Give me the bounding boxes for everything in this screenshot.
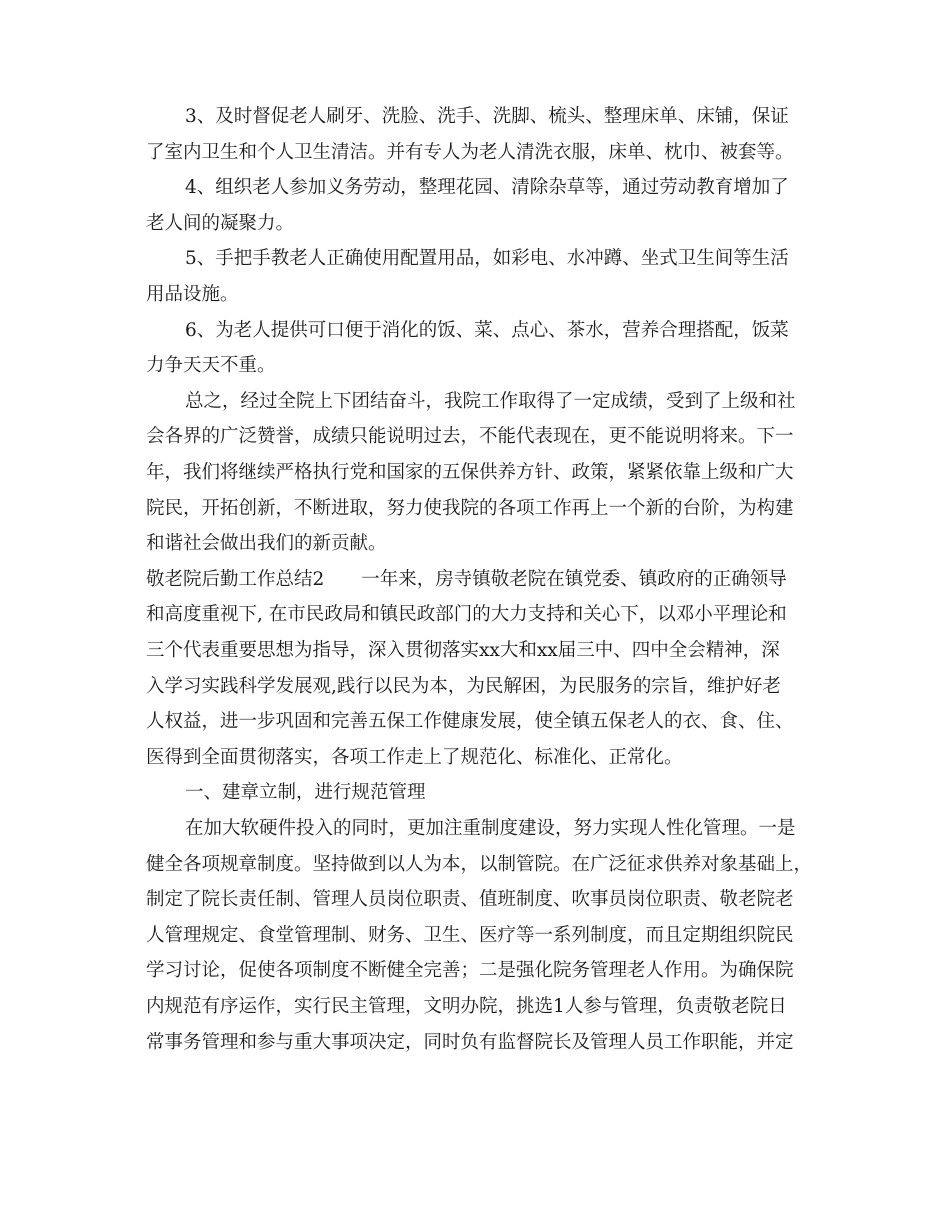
text-line: 3、及时督促老人刷牙、洗脸、洗手、洗脚、梳头、整理床单、床铺，保证	[185, 106, 789, 127]
text-line: 内规范有序运作，实行民主管理，文明办院，挑选1人参与管理，负责敬老院日	[146, 996, 787, 1017]
text-line: 制定了院长责任制、管理人员岗位职责、值班制度、吹事员岗位职责、敬老院老	[146, 889, 794, 911]
text-line: 5、手把手教老人正确使用配置用品，如彩电、水冲蹲、坐式卫生间等生活	[185, 248, 789, 270]
text-line: 会各界的广泛赞誉，成绩只能说明过去，不能代表现在，更不能说明将来。下一	[146, 426, 794, 448]
text-line: 健全各项规章制度。坚持做到以人为本，以制管院。在广泛征求供养对象基础上，	[146, 853, 813, 875]
text-line: 老人间的凝聚力。	[146, 212, 295, 234]
text-line: 在加大软硬件投入的同时，更加注重制度建设，努力实现人性化管理。一是	[185, 818, 796, 839]
text-line: 人管理规定、食堂管理制、财务、卫生、医疗等一系列制度，而且定期组织院民	[146, 924, 794, 946]
text-line: 院民，开拓创新，不断进取，努力使我院的各项工作再上一个新的台阶，为构建	[146, 497, 794, 519]
text-line: 医得到全面贯彻落实，各项工作走上了规范化、标准化、正常化。	[146, 746, 683, 768]
text-line: 6、为老人提供可口便于消化的饭、菜、点心、茶水，营养合理搭配，饭菜	[185, 319, 789, 341]
text-line: 一、建章立制，进行规范管理	[185, 782, 426, 804]
text-line: 三个代表重要思想为指导，深入贯彻落实xx大和xx届三中、四中全会精神，深	[146, 640, 780, 661]
text-line: 年，我们将继续严格执行党和国家的五保供养方针、政策，紧紧依靠上级和广大	[146, 462, 794, 483]
text-line: 人权益，进一步巩固和完善五保工作健康发展，使全镇五保老人的衣、食、住、	[146, 711, 794, 733]
text-line: 入学习实践科学发展观,践行以民为本，为民解困，为民服务的宗旨，维护好老	[146, 675, 781, 697]
text-line: 学习讨论，促使各项制度不断健全完善；二是强化院务管理老人作用。为确保院	[146, 960, 794, 982]
text-line: 了室内卫生和个人卫生清洁。并有专人为老人清洗衣服，床单、枕巾、被套等。	[146, 141, 794, 163]
text-line: 用品设施。	[146, 284, 239, 305]
text-line: 和高度重视下, 在市民政局和镇民政部门的大力支持和关心下，以邓小平理论和	[146, 604, 787, 626]
text-line: 力争天天不重。	[146, 355, 276, 377]
text-line: 4、组织老人参加义务劳动，整理花园、清除杂草等，通过劳动教育增加了	[185, 177, 789, 199]
text-line: 敬老院后勤工作总结2 一年来，房寺镇敬老院在镇党委、镇政府的正确领导	[146, 568, 787, 590]
text-line: 常事务管理和参与重大事项决定，同时负有监督院长及管理人员工作职能，并定	[146, 1031, 794, 1053]
text-line: 总之，经过全院上下团结奋斗，我院工作取得了一定成绩，受到了上级和社	[185, 390, 796, 412]
text-line: 和谐社会做出我们的新贡献。	[146, 533, 387, 555]
